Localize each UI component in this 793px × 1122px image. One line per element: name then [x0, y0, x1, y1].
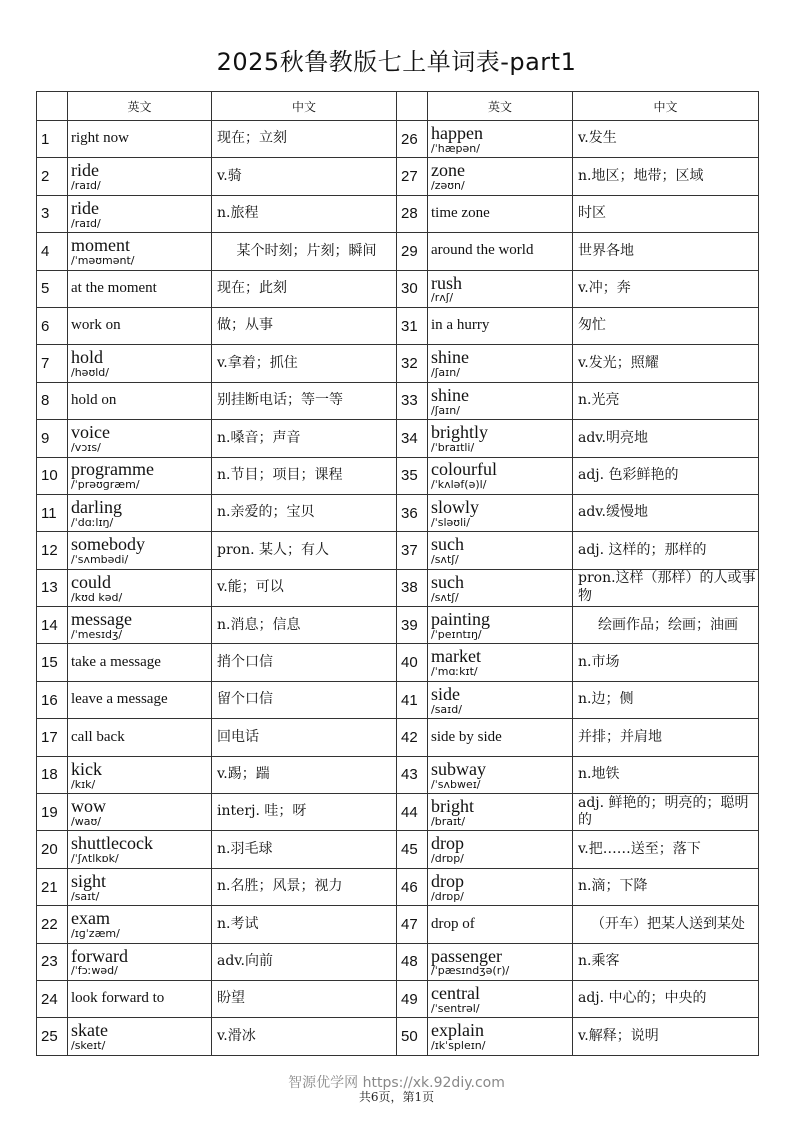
english-cell	[428, 569, 573, 606]
table-row	[37, 270, 759, 307]
entry-number: 41	[397, 681, 428, 718]
chinese-meaning: interj. 哇；呀	[212, 794, 397, 831]
english-word: hold	[71, 347, 104, 368]
phonetic: /sʌtʃ/	[431, 590, 459, 604]
phonetic: /ˈʃʌtlkɒk/	[71, 852, 119, 866]
english-word: happen	[431, 122, 483, 143]
entry-number: 22	[37, 906, 68, 943]
entry-number: 42	[397, 719, 428, 756]
chinese-meaning: n.地区；地带；区域	[573, 158, 759, 195]
chinese-meaning: adv.向前	[212, 943, 397, 980]
english-word: explain	[431, 1020, 484, 1041]
english-word: drop of	[431, 915, 475, 932]
chinese-meaning: 回电话	[212, 719, 397, 756]
english-cell	[68, 943, 212, 980]
entry-number: 43	[397, 756, 428, 793]
english-word: work on	[71, 317, 121, 334]
chinese-meaning: n.乘客	[573, 943, 759, 980]
english-cell	[428, 494, 573, 531]
entry-number: 37	[397, 532, 428, 569]
entry-number: 2	[37, 158, 68, 195]
english-word: painting	[431, 609, 490, 630]
table-row	[37, 195, 759, 232]
entry-number: 44	[397, 794, 428, 831]
table-row	[37, 719, 759, 756]
chinese-meaning: adv.缓慢地	[573, 494, 759, 531]
entry-number: 1	[37, 121, 68, 158]
entry-number: 34	[397, 420, 428, 457]
phonetic: /ˈbraɪtli/	[431, 440, 475, 454]
chinese-meaning: 别挂断电话；等一等	[212, 382, 397, 419]
english-cell	[428, 121, 573, 158]
entry-number: 14	[37, 607, 68, 644]
chinese-meaning: 绘画作品；绘画；油画	[573, 607, 759, 644]
english-cell	[428, 345, 573, 382]
english-cell	[68, 756, 212, 793]
entry-number: 35	[397, 457, 428, 494]
english-word: sight	[71, 870, 107, 891]
header-english-left: 英文	[68, 92, 212, 121]
chinese-meaning: v.冲；奔	[573, 270, 759, 307]
table-row	[37, 382, 759, 419]
table-row	[37, 906, 759, 943]
english-word: darling	[71, 496, 122, 517]
english-cell	[428, 794, 573, 831]
header-chinese-left: 中文	[212, 92, 397, 121]
english-cell	[68, 681, 212, 718]
chinese-meaning: v.发光；照耀	[573, 345, 759, 382]
entry-number: 18	[37, 756, 68, 793]
phonetic: /ɪkˈspleɪn/	[431, 1039, 486, 1053]
entry-number: 38	[397, 569, 428, 606]
english-word: bright	[431, 796, 474, 816]
english-cell	[68, 794, 212, 831]
chinese-meaning: adj. 这样的；那样的	[573, 532, 759, 569]
entry-number: 46	[397, 868, 428, 905]
table-row	[37, 794, 759, 831]
entry-number: 47	[397, 906, 428, 943]
english-word: look forward to	[71, 990, 165, 1007]
chinese-meaning: n.消息；信息	[212, 607, 397, 644]
header-english-right: 英文	[428, 92, 573, 121]
english-word: somebody	[71, 534, 145, 555]
entry-number: 6	[37, 307, 68, 344]
chinese-meaning: 现在；立刻	[212, 121, 397, 158]
phonetic: /ˈmesɪdʒ/	[71, 627, 123, 641]
english-word: passenger	[431, 945, 502, 966]
english-word: zone	[431, 160, 465, 181]
phonetic: /həʊld/	[71, 366, 109, 380]
english-cell	[68, 307, 212, 344]
english-word: shine	[431, 384, 469, 405]
chinese-meaning: n.考试	[212, 906, 397, 943]
english-cell	[428, 607, 573, 644]
entry-number: 13	[37, 569, 68, 606]
english-cell	[428, 270, 573, 307]
english-cell	[428, 382, 573, 419]
english-word: right now	[71, 130, 129, 147]
phonetic: /ʃaɪn/	[431, 366, 460, 380]
english-cell	[68, 607, 212, 644]
english-word: shine	[431, 347, 469, 368]
chinese-meaning: v.骑	[212, 158, 397, 195]
english-cell	[68, 270, 212, 307]
chinese-meaning: 捎个口信	[212, 644, 397, 681]
phonetic: /ˈdɑːlɪŋ/	[71, 515, 114, 529]
english-cell	[68, 494, 212, 531]
english-word: drop	[431, 870, 464, 891]
header-num-right	[397, 92, 428, 121]
english-word: leave a message	[71, 691, 168, 708]
entry-number: 32	[397, 345, 428, 382]
table-row	[37, 569, 759, 606]
table-row	[37, 831, 759, 868]
english-word: message	[71, 609, 132, 630]
chinese-meaning: n.节目；项目；课程	[212, 457, 397, 494]
table-row	[37, 457, 759, 494]
entry-number: 26	[397, 121, 428, 158]
english-cell	[68, 195, 212, 232]
footer-page-number: 共6页，第1页	[358, 1090, 435, 1104]
chinese-meaning: 世界各地	[573, 233, 759, 270]
english-cell	[428, 307, 573, 344]
chinese-meaning: adj. 鲜艳的；明亮的；聪明的	[573, 794, 759, 831]
english-cell	[68, 569, 212, 606]
phonetic: /ˈsentrəl/	[431, 1001, 480, 1015]
footer-site: 智源优学网 https://xk.92diy.com	[288, 1075, 505, 1091]
english-cell	[68, 644, 212, 681]
english-word: slowly	[431, 496, 480, 517]
entry-number: 45	[397, 831, 428, 868]
english-word: call back	[71, 728, 125, 745]
chinese-meaning: n.市场	[573, 644, 759, 681]
phonetic: /ˈsləʊli/	[431, 515, 470, 529]
table-row	[37, 494, 759, 531]
english-cell	[428, 644, 573, 681]
english-cell	[428, 980, 573, 1017]
header-chinese-right: 中文	[573, 92, 759, 121]
chinese-meaning: v.拿着；抓住	[212, 345, 397, 382]
phonetic: /ˈməʊmənt/	[71, 254, 135, 268]
english-cell	[428, 681, 573, 718]
page-title: 2025秋鲁教版七上单词表-part1	[216, 48, 577, 76]
entry-number: 17	[37, 719, 68, 756]
english-cell	[68, 980, 212, 1017]
phonetic: /ɪɡˈzæm/	[71, 927, 120, 941]
entry-number: 15	[37, 644, 68, 681]
entry-number: 19	[37, 794, 68, 831]
phonetic: /rʌʃ/	[431, 291, 454, 305]
table-row	[37, 607, 759, 644]
chinese-meaning: n.地铁	[573, 756, 759, 793]
phonetic: /skeɪt/	[71, 1039, 106, 1053]
phonetic: /raɪd/	[71, 179, 101, 193]
phonetic: /ˈpeɪntɪŋ/	[431, 627, 482, 641]
english-word: could	[71, 571, 111, 592]
english-cell	[68, 158, 212, 195]
english-word: forward	[71, 945, 128, 966]
table-row	[37, 756, 759, 793]
entry-number: 9	[37, 420, 68, 457]
phonetic: /drɒp/	[431, 889, 464, 903]
phonetic: /ˈhæpən/	[431, 141, 480, 155]
entry-number: 33	[397, 382, 428, 419]
english-cell	[428, 195, 573, 232]
entry-number: 40	[397, 644, 428, 681]
entry-number: 27	[397, 158, 428, 195]
table-row	[37, 868, 759, 905]
english-cell	[428, 943, 573, 980]
phonetic: /sʌtʃ/	[431, 553, 459, 567]
english-word: hold on	[71, 392, 117, 409]
entry-number: 29	[397, 233, 428, 270]
table-row	[37, 681, 759, 718]
table-row	[37, 345, 759, 382]
entry-number: 31	[397, 307, 428, 344]
table-row	[37, 121, 759, 158]
english-cell	[68, 1018, 212, 1055]
chinese-meaning: 留个口信	[212, 681, 397, 718]
chinese-meaning: n.边；侧	[573, 681, 759, 718]
vocabulary-table	[36, 91, 759, 1056]
english-word: market	[431, 646, 481, 667]
english-cell	[428, 1018, 573, 1055]
chinese-meaning: v.踢；踹	[212, 756, 397, 793]
chinese-meaning: v.把……送至；落下	[573, 831, 759, 868]
entry-number: 21	[37, 868, 68, 905]
english-cell	[68, 457, 212, 494]
phonetic: /ˈsʌbweɪ/	[431, 777, 481, 791]
english-word: drop	[431, 833, 464, 854]
english-cell	[428, 868, 573, 905]
table-row	[37, 158, 759, 195]
entry-number: 30	[397, 270, 428, 307]
english-cell	[428, 719, 573, 756]
english-word: skate	[71, 1020, 108, 1041]
table-row	[37, 532, 759, 569]
english-word: kick	[71, 758, 102, 779]
english-cell	[68, 121, 212, 158]
english-word: such	[431, 571, 464, 592]
chinese-meaning: n.光亮	[573, 382, 759, 419]
english-cell	[68, 382, 212, 419]
english-cell	[68, 719, 212, 756]
entry-number: 4	[37, 233, 68, 270]
chinese-meaning: 做；从事	[212, 307, 397, 344]
entry-number: 16	[37, 681, 68, 718]
english-cell	[428, 756, 573, 793]
chinese-meaning: 现在；此刻	[212, 270, 397, 307]
english-word: side	[431, 683, 460, 704]
english-word: around the world	[431, 242, 534, 259]
phonetic: /kɪk/	[71, 777, 96, 791]
entry-number: 48	[397, 943, 428, 980]
table-row	[37, 307, 759, 344]
phonetic: /ʃaɪn/	[431, 403, 460, 417]
phonetic: /ˈprəʊɡræm/	[71, 478, 140, 492]
chinese-meaning: 盼望	[212, 980, 397, 1017]
english-word: shuttlecock	[71, 833, 153, 854]
phonetic: /drɒp/	[431, 852, 464, 866]
entry-number: 39	[397, 607, 428, 644]
entry-number: 12	[37, 532, 68, 569]
english-cell	[68, 233, 212, 270]
english-word: programme	[71, 459, 154, 480]
entry-number: 23	[37, 943, 68, 980]
entry-number: 25	[37, 1018, 68, 1055]
table-row	[37, 644, 759, 681]
phonetic: /saɪt/	[71, 889, 100, 903]
phonetic: /zəʊn/	[431, 179, 465, 193]
table-row	[37, 1018, 759, 1055]
english-word: time zone	[431, 205, 490, 222]
phonetic: /vɔɪs/	[71, 440, 101, 454]
chinese-meaning: v.能；可以	[212, 569, 397, 606]
phonetic: /ˈkʌləf(ə)l/	[431, 478, 487, 492]
english-word: colourful	[431, 459, 497, 480]
phonetic: /waʊ/	[71, 814, 101, 828]
english-cell	[428, 457, 573, 494]
english-cell	[428, 420, 573, 457]
english-cell	[428, 233, 573, 270]
entry-number: 20	[37, 831, 68, 868]
english-word: subway	[431, 758, 486, 779]
english-word: side by side	[431, 728, 502, 745]
chinese-meaning: adj. 中心的；中央的	[573, 980, 759, 1017]
phonetic: /raɪd/	[71, 216, 101, 230]
entry-number: 49	[397, 980, 428, 1017]
english-word: brightly	[431, 422, 488, 443]
english-word: voice	[71, 422, 110, 443]
entry-number: 5	[37, 270, 68, 307]
table-row	[37, 233, 759, 270]
chinese-meaning: n.滴；下降	[573, 868, 759, 905]
phonetic: /ˈfɔːwəd/	[71, 964, 118, 978]
english-word: exam	[71, 908, 110, 929]
chinese-meaning: 并排；并肩地	[573, 719, 759, 756]
chinese-meaning: 匆忙	[573, 307, 759, 344]
english-cell	[68, 831, 212, 868]
english-word: in a hurry	[431, 317, 490, 334]
chinese-meaning: （开车）把某人送到某处	[573, 906, 759, 943]
english-cell	[68, 345, 212, 382]
entry-number: 11	[37, 494, 68, 531]
chinese-meaning: 时区	[573, 195, 759, 232]
chinese-meaning: n.名胜；风景；视力	[212, 868, 397, 905]
english-cell	[68, 420, 212, 457]
table-row	[37, 943, 759, 980]
english-cell	[428, 906, 573, 943]
english-word: wow	[71, 796, 106, 816]
entry-number: 8	[37, 382, 68, 419]
entry-number: 36	[397, 494, 428, 531]
english-word: at the moment	[71, 279, 157, 296]
table-row	[37, 420, 759, 457]
chinese-meaning: n.亲爱的；宝贝	[212, 494, 397, 531]
english-cell	[428, 831, 573, 868]
chinese-meaning: 某个时刻；片刻；瞬间	[212, 233, 397, 270]
phonetic: /braɪt/	[431, 814, 466, 828]
english-word: rush	[431, 272, 462, 293]
english-word: moment	[71, 235, 130, 256]
entry-number: 50	[397, 1018, 428, 1055]
chinese-meaning: v.发生	[573, 121, 759, 158]
english-word: central	[431, 982, 480, 1003]
phonetic: /kʊd kəd/	[71, 590, 123, 604]
english-word: take a message	[71, 653, 161, 670]
english-cell	[68, 532, 212, 569]
english-cell	[428, 532, 573, 569]
entry-number: 28	[397, 195, 428, 232]
entry-number: 24	[37, 980, 68, 1017]
phonetic: /ˈpæsɪndʒə(r)/	[431, 964, 510, 978]
chinese-meaning: v.滑冰	[212, 1018, 397, 1055]
english-word: ride	[71, 160, 99, 181]
chinese-meaning: n.羽毛球	[212, 831, 397, 868]
chinese-meaning: v.解释；说明	[573, 1018, 759, 1055]
english-cell	[428, 158, 573, 195]
chinese-meaning: n.嗓音；声音	[212, 420, 397, 457]
english-cell	[68, 906, 212, 943]
chinese-meaning: pron.这样（那样）的人或事物	[573, 569, 759, 606]
chinese-meaning: adj. 色彩鲜艳的	[573, 457, 759, 494]
table-row	[37, 980, 759, 1017]
phonetic: /ˈmɑːkɪt/	[431, 665, 478, 679]
chinese-meaning: pron. 某人；有人	[212, 532, 397, 569]
header-row	[37, 92, 759, 121]
english-cell	[68, 868, 212, 905]
chinese-meaning: adv.明亮地	[573, 420, 759, 457]
entry-number: 10	[37, 457, 68, 494]
phonetic: /saɪd/	[431, 702, 462, 716]
chinese-meaning: n.旅程	[212, 195, 397, 232]
entry-number: 7	[37, 345, 68, 382]
entry-number: 3	[37, 195, 68, 232]
phonetic: /ˈsʌmbədi/	[71, 553, 129, 567]
english-word: such	[431, 534, 464, 555]
english-word: ride	[71, 197, 99, 218]
header-num-left	[37, 92, 68, 121]
